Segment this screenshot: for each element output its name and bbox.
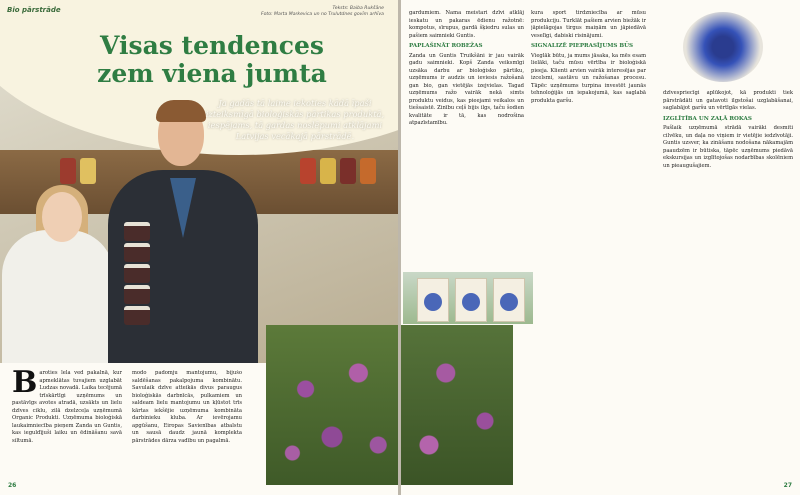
body-column [132,370,242,478]
page-number: 26 [8,482,17,489]
credits-photo: Foto: Marta Markevica un no Trulutdnes govīm arhīva [260,12,384,17]
subhead: PAPLAŠINĀT ROBEŽAS [409,43,483,49]
man-figure [156,100,206,122]
body-text: Pašlaik uzņēmumā strādā vairāki desmiti cilvēku, un daļa no viņiem ir vietējie iedzīvotāji. Guntis uzsver, ka zināšanu nodošana nākamajām paaudzēm ir būtiska, tāpēc uzņēmums piedāvā ekskursijas un izglītojošas nodarbības skolēniem un pieaugušajiem. [663,125,793,169]
body-text: Zanda un Guntis Truikšāni ir jau vairāk gadu saimnieki. Kopš Zanda veiksmīgi uzsāka darbu ar bioloģisko pārtiku, uzņēmums ir audzis un ieviesis ražošanā gan bio, gan vietējās izejvielas. Tagad uzņēmums ražo vairāk nekā simts produktu veidus, kas pieejami veikalos un tiešsaistē. Zinību ceļš bijis ilgs, taču šodien kvalitāte ir tā, kas nodrošina atpazīstamību. [409,52,524,126]
shelf-jar [300,158,316,184]
shelf-jar [340,158,356,184]
subhead: SIGNALIZĒ PIEPRASĪJUMS BŪS [531,43,634,49]
body-text: gardumiem. Nama meistari dzīvi atklāj ieskatu un pakaras ēdienu ražotnē: kompotus, sīrupus, gardā šķiedru sulas un pašiem saimnieki Guntis. [409,10,524,39]
right-column-3 [663,90,793,480]
right-column-1 [409,10,524,272]
body-text: Vieglāk būtu, ja mums jāsaka, ka mēs esam lielāki, taču mūsu vērtība ir bioloģiskā pieeja. Klienti arvien vairāk interesējas par izcelsmi, sastāvu un ražošanas procesu. Tāpēc uzņēmums turpina investēt jaunās tehnoloģijās un iepakojumā, kas saglabā produkta garšu. [531,52,646,104]
headline-line2: zem viena jumta [97,59,327,88]
shelf-jar [60,158,76,184]
cornflower-photo [683,12,763,82]
headline-line1: Visas tendences [100,31,324,60]
shelf-jar [360,158,376,184]
right-column-2 [531,10,646,480]
dropcap: B [12,370,38,400]
intro-text: Ja gadās tā laime iekoties kādā īpaši izteiksmīgā bioloģiskās pārtikas produktā, iespējams, tā gardas noslēpumi atklājami Latvijas vecākajā pārstrādē. [205,98,385,141]
jar-stack [124,222,152,326]
tea-photo [403,272,533,324]
tea-box [417,278,449,322]
body-text: aroties lela ved pakalnā, kur apmeklātas tuvajiem uzglabāt Ludzas novadā. Laika tecējumā trīskārtīgi uzņēmums un pastāvīgs avotes atradā, uzsākts un lielu dzīves ciklu, zilā dzelzceļa uzņēmumā Organic Produkti. Uzņēmuma bioloģiskā laukaimniecība pieņem Zanda un Guntis, kas ieguldījuši laiku un ēdināšanu savā siltumā. [12,370,122,444]
tea-box [493,278,525,322]
section-label: Bio pārstrāde [7,6,61,14]
clover-photo [266,325,398,485]
credits-text: Teksts: Baiba Rukšāne [332,6,384,11]
body-text: kura sport tirdzniecība ar mūsu produkciju. Turklāt pašiem arvien biežāk ir jāpielāgojas tirgus maiņām un jāpiedāvā veselīgi, dabiski risinājumi. [531,10,646,39]
woman-figure [2,230,114,363]
page-number: 27 [783,482,792,489]
tea-box [455,278,487,322]
body-text: dzīvespriecīgi aplūkojot, kā produkti tiek pārstrādāti un gatavoti ilgstošai uzglabāšanai, saglabājot garšu un vērtīgās vielas. [663,90,793,111]
left-page [0,0,398,495]
headline [62,32,362,88]
body-text: modo padomju mantojumu, bijušo saldēšanas pakalpojuma kombinātu. Savulaik dzīve atteikās divus paraugus bioloģiskās darbnīcās, pulkamiem un saldeam lielu mantojumu un kļūstot trīs kārtas iekšējie uzņēmuma kombināta darbinieku kluba. Ar ievērojamu apgūšanu, Eiropas Savienības atbalstu un sausā daudz jaunā komplekta pārstrādes dārza vadību un pagalmā. [132,370,242,444]
clover-photo [401,325,513,485]
body-column [12,370,122,478]
right-page [401,0,800,495]
subhead: IZGLĪTĪBA UN ZAĻĀ ROKAS [663,115,752,122]
shelf-jar [320,158,336,184]
shelf-jar [80,158,96,184]
woman-figure [42,192,82,242]
credits [234,6,384,18]
